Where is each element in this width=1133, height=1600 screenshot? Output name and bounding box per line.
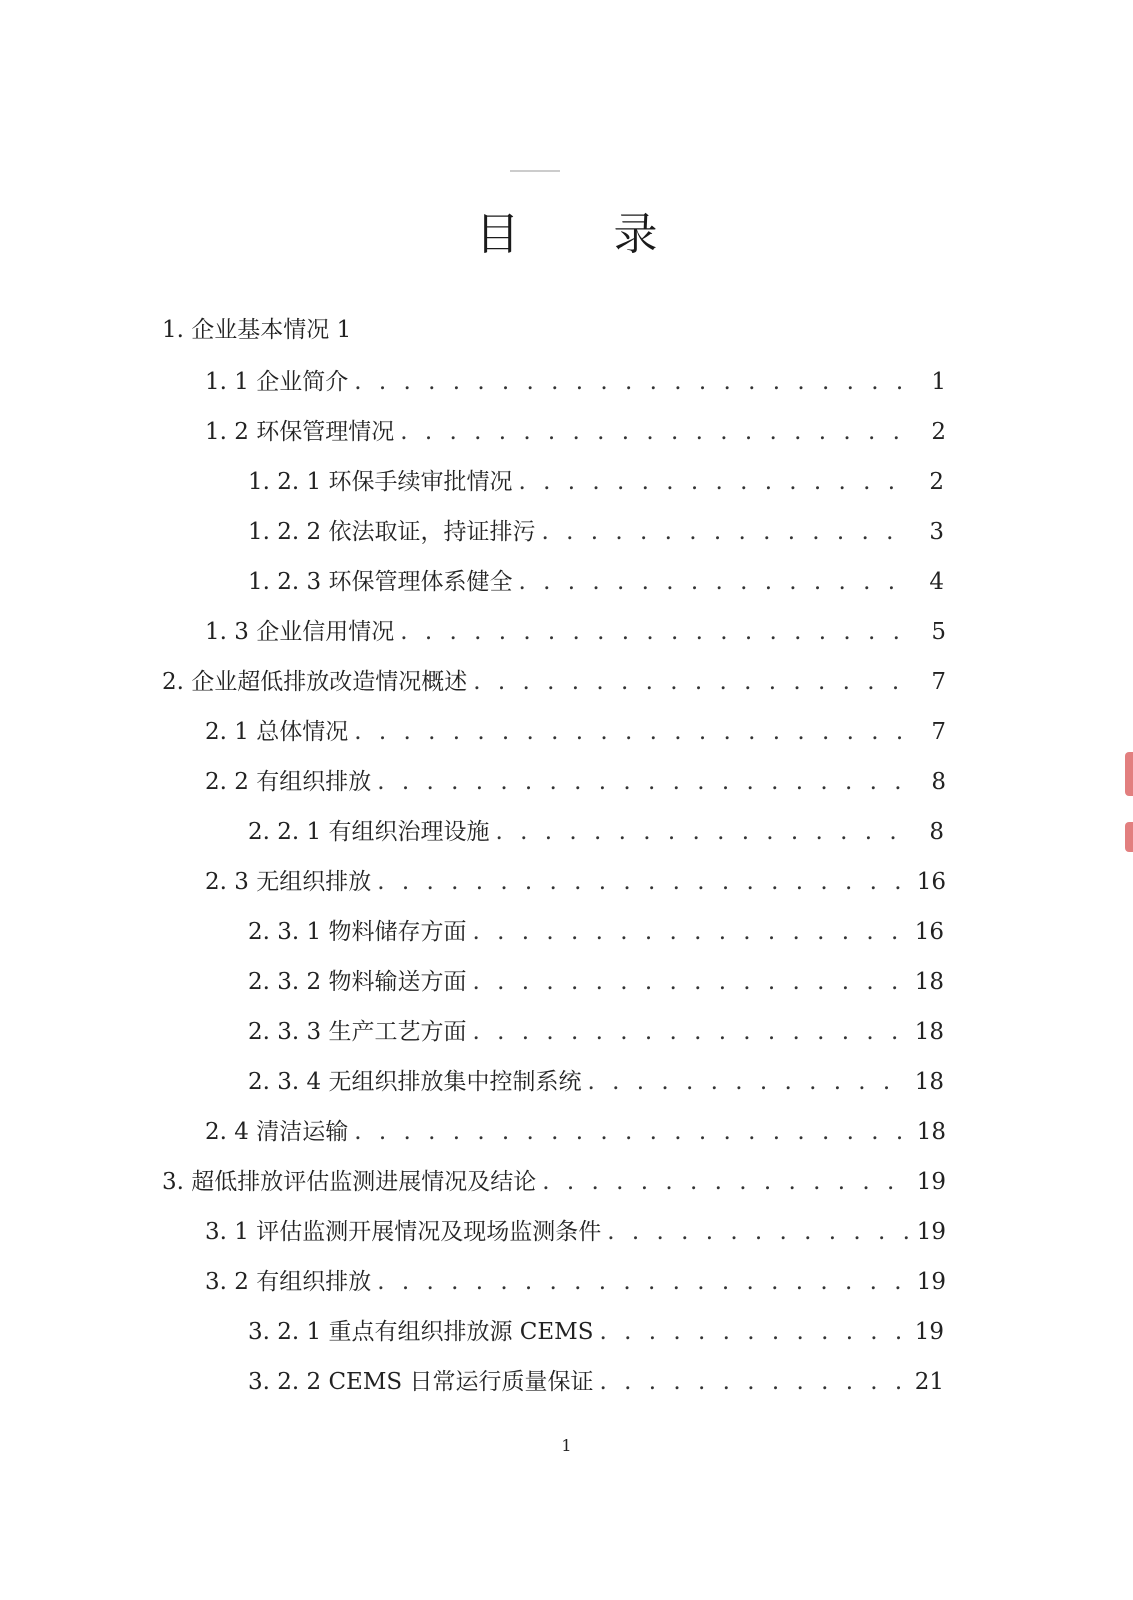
toc-leader-dots — [400, 616, 914, 648]
toc-entry[interactable] — [248, 916, 944, 948]
toc-entry[interactable] — [162, 314, 946, 346]
toc-entry-page: 18 — [914, 969, 944, 995]
toc-leader-dots — [542, 1166, 910, 1198]
toc-entry[interactable] — [205, 866, 946, 898]
toc-entry[interactable] — [162, 1166, 946, 1198]
toc-leader-dots — [377, 1266, 911, 1298]
toc-entry-label: 2. 3. 4 无组织排放集中控制系统 — [248, 1069, 582, 1095]
toc-entry-page: 19 — [916, 1219, 946, 1245]
toc-entry-page: 19 — [916, 1269, 946, 1295]
toc-entry[interactable] — [248, 816, 944, 848]
toc-entry-page: 5 — [931, 619, 946, 645]
toc-entry-label: 2. 企业超低排放改造情况概述 — [162, 669, 468, 695]
toc-entry-label: 3. 2. 2 CEMS 日常运行质量保证 — [248, 1369, 594, 1395]
toc-entry[interactable] — [205, 416, 946, 448]
toc-entry-label: 1. 1 企业简介 — [205, 369, 349, 395]
toc-entry[interactable] — [248, 466, 944, 498]
toc-entry[interactable] — [205, 716, 946, 748]
toc-entry-page: 19 — [914, 1319, 944, 1345]
toc-entry-label: 3. 2 有组织排放 — [205, 1269, 372, 1295]
toc-leader-dots — [541, 516, 912, 548]
toc-entry-page: 21 — [914, 1369, 944, 1395]
toc-entry-label: 2. 3. 2 物料输送方面 — [248, 969, 467, 995]
toc-entry-page: 1 — [931, 369, 946, 395]
toc-entry-label: 3. 超低排放评估监测进展情况及结论 — [162, 1169, 537, 1195]
toc-entry-page: 18 — [914, 1069, 944, 1095]
toc-entry[interactable] — [205, 1266, 946, 1298]
toc-entry[interactable] — [162, 666, 946, 698]
toc-entry-page: 19 — [916, 1169, 946, 1195]
toc-entry[interactable] — [205, 366, 946, 398]
toc-entry[interactable] — [205, 616, 946, 648]
toc-entry[interactable] — [248, 966, 944, 998]
toc-entry-label: 1. 2. 2 依法取证，持证排污 — [248, 519, 536, 545]
toc-entry-label: 2. 3. 3 生产工艺方面 — [248, 1019, 467, 1045]
binding-stamp-mark — [1125, 752, 1133, 796]
toc-leader-dots — [473, 666, 914, 698]
toc-entry[interactable] — [248, 1366, 944, 1398]
toc-entry[interactable] — [205, 766, 946, 798]
toc-entry-label: 3. 1 评估监测开展情况及现场监测条件 — [205, 1219, 602, 1245]
toc-entry[interactable] — [248, 516, 944, 548]
toc-entry-page: 16 — [914, 919, 944, 945]
toc-entry-page: 4 — [929, 569, 944, 595]
scan-smudge — [510, 170, 560, 172]
toc-leader-dots — [607, 1216, 911, 1248]
toc-entry[interactable] — [205, 1216, 946, 1248]
toc-leader-dots — [495, 816, 912, 848]
toc-leader-dots — [377, 866, 911, 898]
toc-leader-dots — [599, 1366, 908, 1398]
toc-entry-label: 2. 2. 1 有组织治理设施 — [248, 819, 490, 845]
toc-leader-dots — [472, 966, 908, 998]
toc-entry-label: 2. 4 清洁运输 — [205, 1119, 349, 1145]
toc-entry-page: 7 — [931, 719, 946, 745]
toc-entry-page: 8 — [931, 769, 946, 795]
toc-leader-dots — [518, 566, 912, 598]
toc-entry-label: 1. 企业基本情况 1 — [162, 317, 352, 343]
binding-stamp-mark — [1125, 822, 1133, 852]
toc-entry-label: 2. 1 总体情况 — [205, 719, 349, 745]
toc-leader-dots — [599, 1316, 908, 1348]
toc-leader-dots — [472, 1016, 908, 1048]
toc-leader-dots — [400, 416, 914, 448]
toc-leader-dots — [354, 716, 914, 748]
toc-leader-dots — [377, 766, 914, 798]
toc-entry-label: 1. 2. 1 环保手续审批情况 — [248, 469, 513, 495]
toc-entry-page: 18 — [914, 1019, 944, 1045]
toc-entry-page: 3 — [929, 519, 944, 545]
toc-entry-label: 2. 2 有组织排放 — [205, 769, 372, 795]
toc-entry-page: 16 — [916, 869, 946, 895]
toc-entry-label: 1. 2. 3 环保管理体系健全 — [248, 569, 513, 595]
toc-entry[interactable] — [248, 1066, 944, 1098]
toc-leader-dots — [587, 1066, 908, 1098]
toc-entry-label: 2. 3. 1 物料储存方面 — [248, 919, 467, 945]
toc-entry[interactable] — [248, 1016, 944, 1048]
toc-entry[interactable] — [205, 1116, 946, 1148]
toc-entry-page: 7 — [931, 669, 946, 695]
toc-entry-label: 2. 3 无组织排放 — [205, 869, 372, 895]
toc-leader-dots — [472, 916, 908, 948]
toc-entry-label: 3. 2. 1 重点有组织排放源 CEMS — [248, 1319, 594, 1345]
toc-entry-page: 2 — [929, 469, 944, 495]
toc-leader-dots — [518, 466, 912, 498]
toc-entry-label: 1. 3 企业信用情况 — [205, 619, 395, 645]
toc-entry[interactable] — [248, 566, 944, 598]
toc-entry-page: 18 — [916, 1119, 946, 1145]
footer-page-number: 1 — [561, 1436, 572, 1455]
toc-leader-dots — [354, 366, 914, 398]
toc-entry-page: 8 — [929, 819, 944, 845]
toc-leader-dots — [354, 1116, 911, 1148]
toc-entry[interactable] — [248, 1316, 944, 1348]
page-title: 目 录 — [475, 209, 698, 260]
toc-entry-page: 2 — [931, 419, 946, 445]
toc-entry-label: 1. 2 环保管理情况 — [205, 419, 395, 445]
